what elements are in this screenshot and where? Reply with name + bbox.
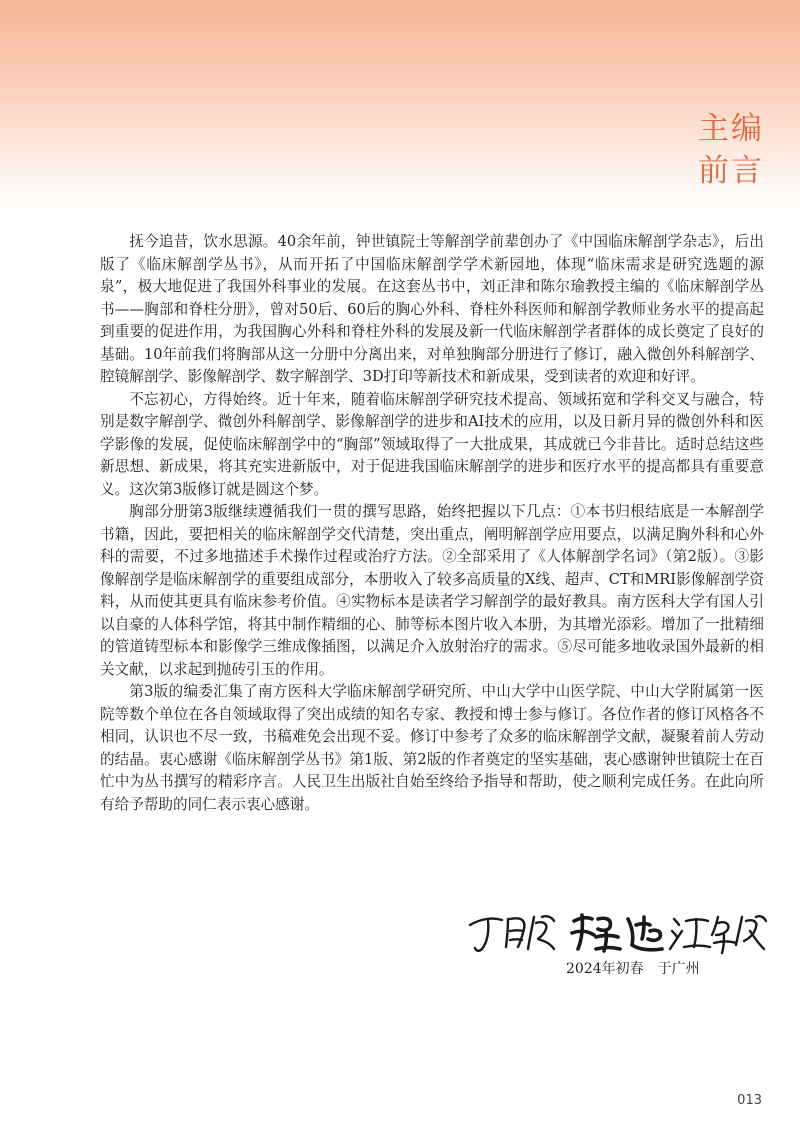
header-gradient-band bbox=[0, 0, 800, 215]
section-heading bbox=[698, 108, 764, 192]
handwritten-signatures bbox=[462, 905, 772, 961]
heading-line-2: 前言 bbox=[698, 153, 764, 189]
date-location: 2024年初春 于广州 bbox=[566, 961, 700, 977]
paragraph-3: 胸部分册第3版继续遵循我们一贯的撰写思路，始终把握以下几点：①本书归根结底是一本解剖学书籍，因此，要把相关的临床解剖学交代清楚，突出重点，阐明解剖学应用要点，以满足胸外科和心外科的需要，不过多地描述手术操作过程或治疗方法。②全部采用了《人体解剖学名词》（第2版）。③影像解剖学是临床解剖学的重要组成部分，本册收入了较多高质量的X线、超声、CT和MRI影像解剖学资料，从而使其更具有临床参考价值。④实物标本是读者学习解剖学的最好教具。南方医科大学有国人引以自豪的人体科学馆，将其中制作精细的心、肺等标本图片收入本册，为其增光添彩。增加了一批精细的管道铸型标本和影像学三维成像插图，以满足介入放射治疗的需求。⑤尽可能多地收录国外最新的相关文献，以求起到抛砖引玉的作用。 bbox=[100, 503, 764, 678]
paragraph-2: 不忘初心，方得始终。近十年来，随着临床解剖学研究技术提高、领域拓宽和学科交叉与融合，特别是数字解剖学、微创外科解剖学、影像解剖学的进步和AI技术的应用，以及日新月异的微创外科和医学影像的发展，促使临床解剖学中的“胸部”领域取得了一大批成果，其成就已今非昔比。适时总结这些新思想、新成果，将其充实进新版中，对于促进我国临床解剖学的进步和医疗水平的提高都具有重要意义。这次第3版修订就是圆这个梦。 bbox=[100, 390, 764, 498]
page-number: 013 bbox=[737, 1093, 762, 1108]
paragraph-4: 第3版的编委汇集了南方医科大学临床解剖学研究所、中山大学中山医学院、中山大学附属第一医院等数个单位在各自领域取得了突出成绩的知名专家、教授和博士参与修订。各位作者的修订风格各不相同，认识也不尽一致，书稿难免会出现不妥。修订中参考了众多的临床解剖学文献，凝聚着前人劳动的结晶。衷心感谢《临床解剖学丛书》第1版、第2版的作者奠定的坚实基础，衷心感谢钟世镇院士在百忙中为丛书撰写的精彩序言。人民卫生出版社自始至终给予指导和帮助，使之顺利完成任务。在此向所有给予帮助的同仁表示衷心感谢。 bbox=[100, 683, 764, 813]
paragraph-1: 抚今追昔，饮水思源。40余年前，钟世镇院士等解剖学前辈创办了《中国临床解剖学杂志》，后出版了《临床解剖学丛书》，从而开拓了中国临床解剖学学术新园地，体现“临床需求是研究选题的源泉”，极大地促进了我国外科事业的发展。在这套丛书中，刘正津和陈尔瑜教授主编的《临床解剖学丛书——胸部和脊柱分册》，曾对50后、60后的胸心外科、脊柱外科医师和解剖学教师业务水平的提高起到重要的促进作用，为我国胸心外科和脊柱外科的发展及新一代临床解剖学者群体的成长奠定了良好的基础。10年前我们将胸部从这一分册中分离出来，对单独胸部分册进行了修订，融入微创外科解剖学、腔镜解剖学、影像解剖学、数字解剖学、3D打印等新技术和新成果，受到读者的欢迎和好评。 bbox=[100, 233, 764, 385]
signature-drawing bbox=[462, 905, 772, 957]
heading-line-1: 主编 bbox=[698, 111, 764, 147]
preface-body bbox=[100, 231, 764, 816]
